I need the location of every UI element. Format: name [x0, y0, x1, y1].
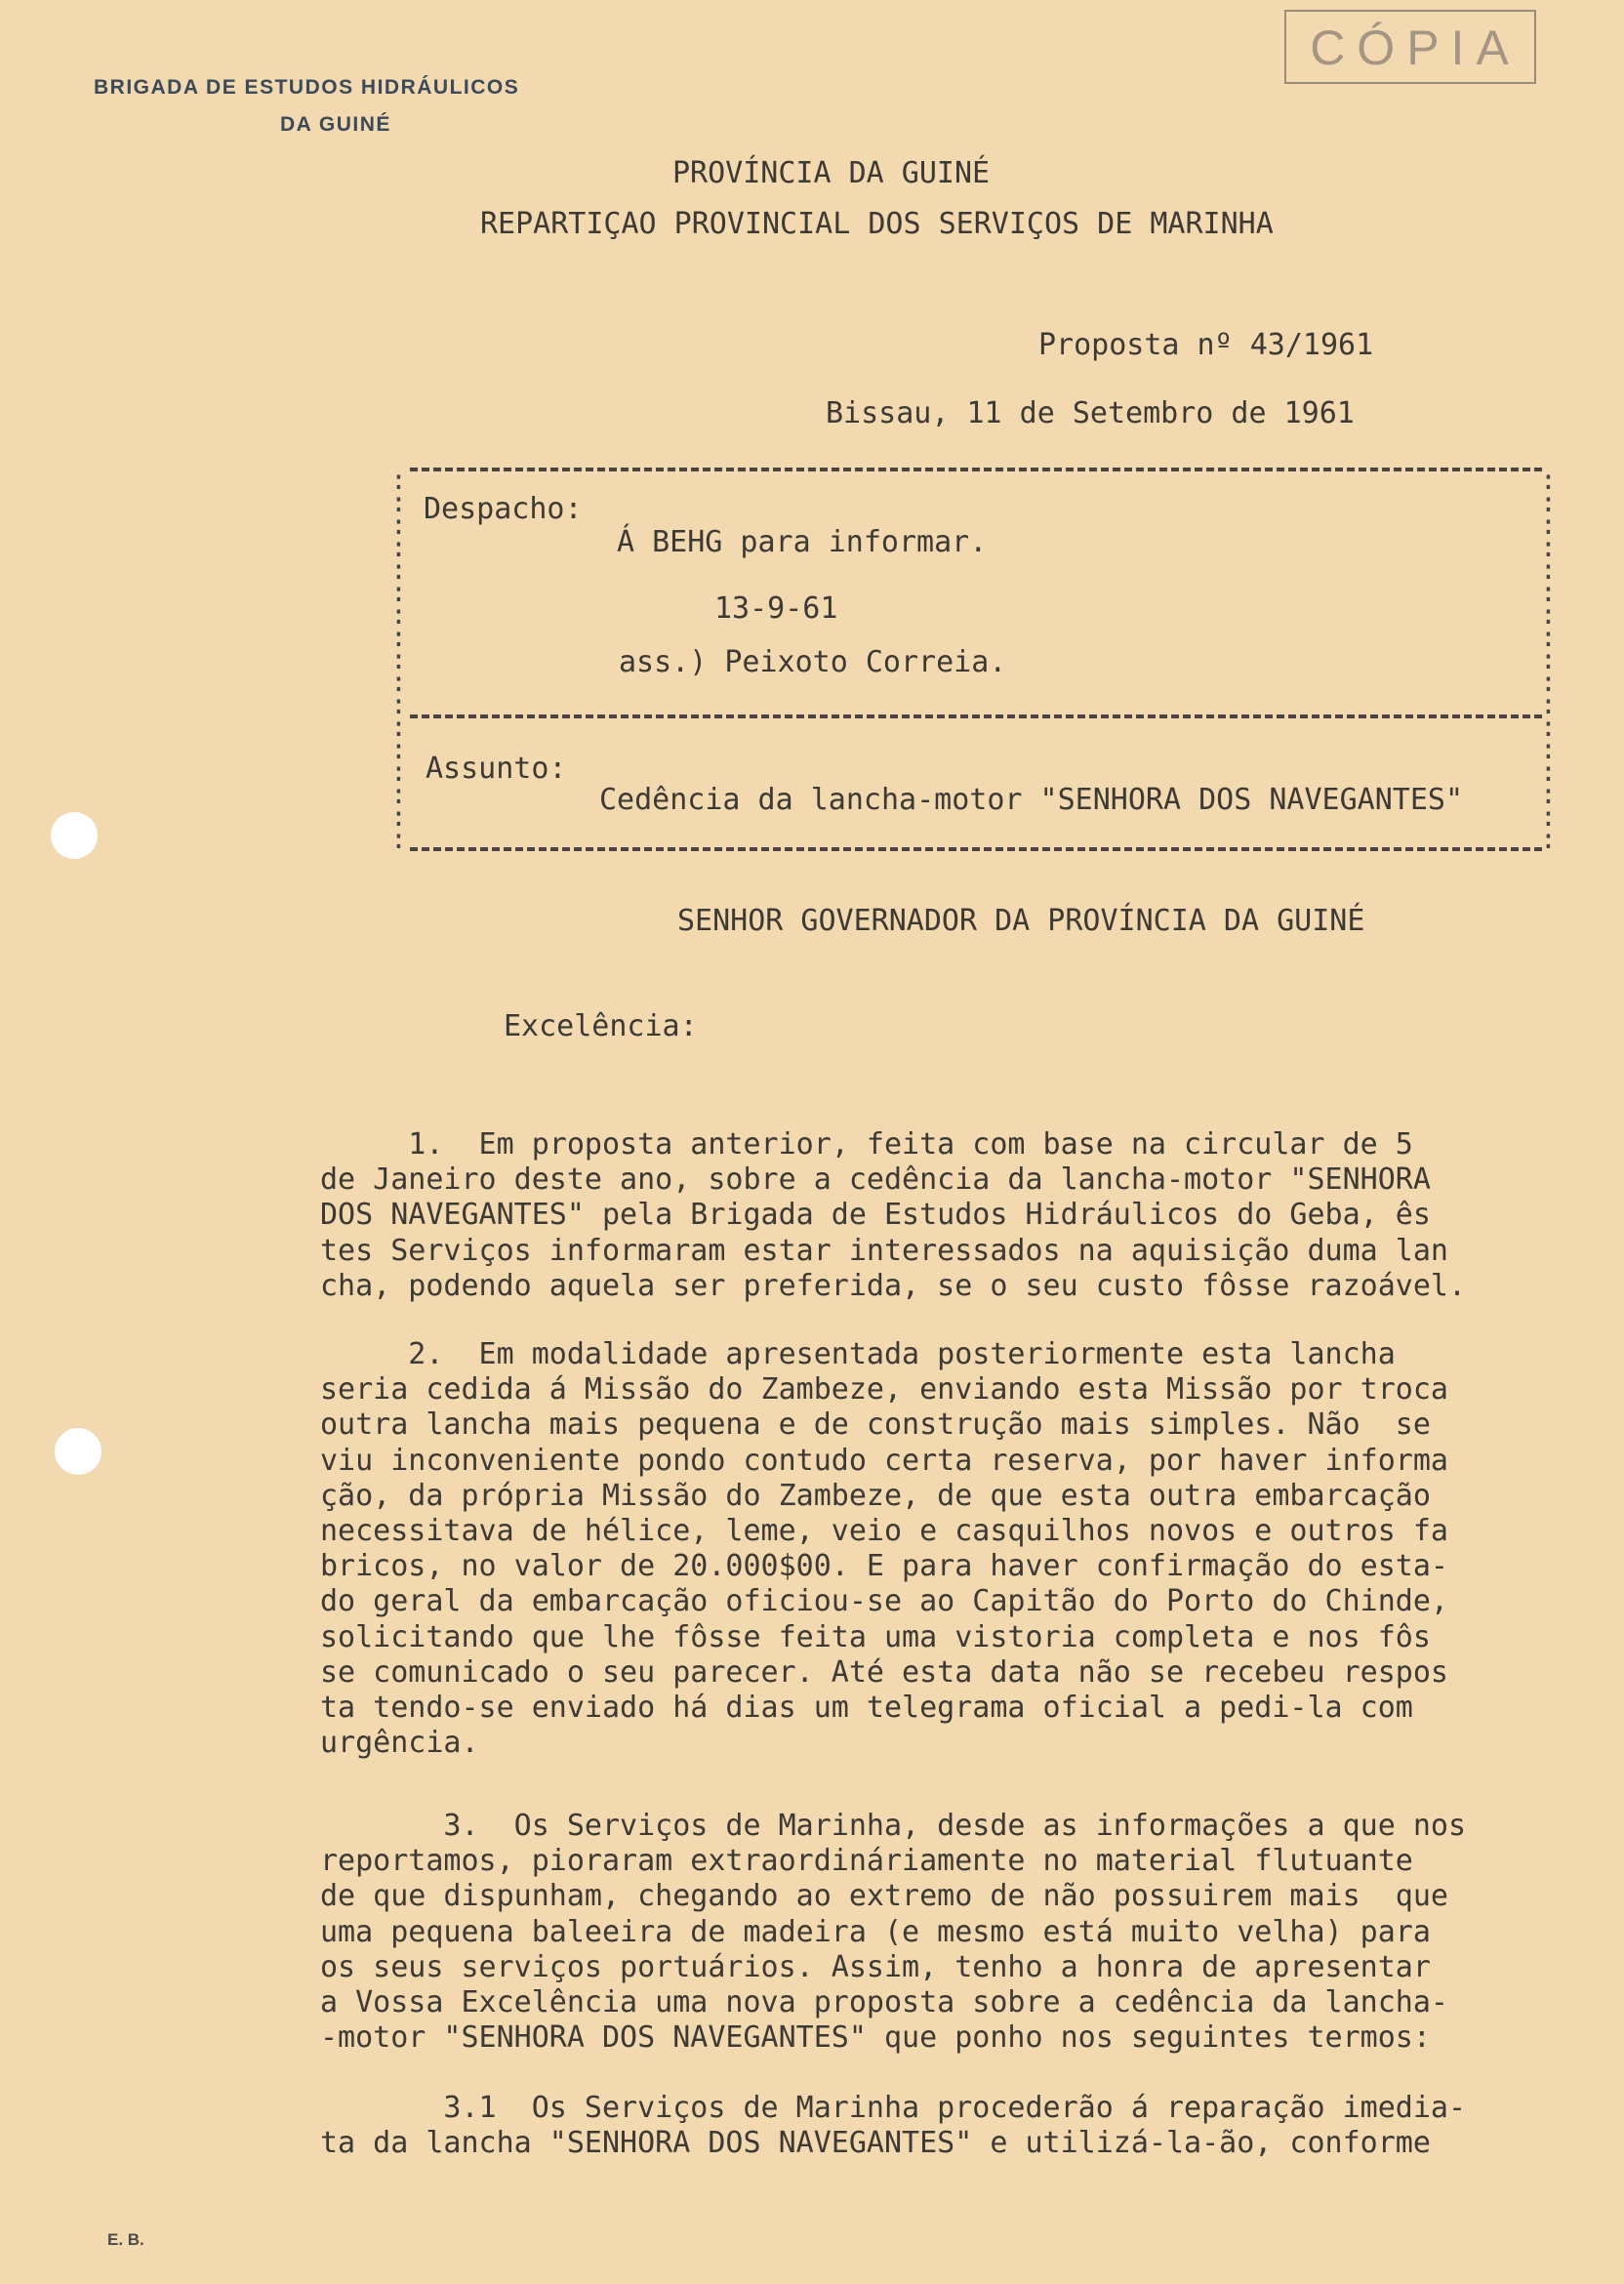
place-date: Bissau, 11 de Setembro de 1961 — [826, 396, 1355, 430]
paragraph-line: seria cedida á Missão do Zambeze, enviando esta Missão por troca — [320, 1372, 1448, 1407]
paragraph-line: do geral da embarcação oficiou-se ao Capitão do Porto do Chinde, — [320, 1584, 1448, 1619]
paragraph-line: se comunicado o seu parecer. Até esta data não se recebeu respos — [320, 1654, 1448, 1690]
proposal-number: Proposta nº 43/1961 — [1038, 328, 1374, 362]
paragraph-line: ção, da própria Missão do Zambeze, de que esta outra embarcação — [320, 1478, 1431, 1513]
despacho-date: 13-9-61 — [714, 591, 838, 626]
paragraph-line: urgência. — [320, 1726, 479, 1761]
paragraph-3-1 — [320, 2091, 1589, 2161]
binder-hole-bottom — [55, 1428, 102, 1475]
salutation: Excelência: — [504, 1009, 698, 1043]
assunto-text: Cedência da lancha-motor "SENHORA DOS NAVEGANTES" — [599, 783, 1464, 817]
paragraph-line: tes Serviços informaram estar interessados na aquisição duma lan — [320, 1233, 1448, 1268]
paragraph-line: ta da lancha "SENHORA DOS NAVEGANTES" e utilizá-la-ão, conforme — [320, 2126, 1431, 2161]
paragraph-line: uma pequena baleeira de madeira (e mesmo está muito velha) para — [320, 1914, 1431, 1949]
addressee: SENHOR GOVERNADOR DA PROVÍNCIA DA GUINÉ — [677, 904, 1365, 938]
paragraph-line: os seus serviços portuários. Assim, tenho a honra de apresentar — [320, 1949, 1431, 1984]
paragraph-line: -motor "SENHORA DOS NAVEGANTES" que ponho nos seguintes termos: — [320, 2020, 1431, 2056]
paragraph-line: necessitava de hélice, leme, veio e casquilhos novos e outros fa — [320, 1514, 1448, 1549]
paragraph-line: bricos, no valor de 20.000$00. E para haver confirmação do esta- — [320, 1549, 1448, 1584]
box-right-dotted-border: : : : : : : : : : : : : : : : : : — [1540, 464, 1557, 855]
paragraph-1 — [320, 1127, 1589, 1304]
heading-department: REPARTIÇAO PROVINCIAL DOS SERVIÇOS DE MARINHA — [480, 207, 1274, 241]
despacho-signature: ass.) Peixoto Correia. — [619, 645, 1007, 679]
paragraph-line: outra lancha mais pequena e de construção mais simples. Não se — [320, 1407, 1431, 1443]
paragraph-line: 3.1 Os Serviços de Marinha procederão á reparação imedia- — [320, 2091, 1466, 2125]
box-left-dotted-border: : : : : : : : : : : : : : : : : : — [390, 464, 407, 855]
paragraph-line: a Vossa Excelência uma nova proposta sobre a cedência da lancha- — [320, 1985, 1448, 2020]
letterhead-line1: BRIGADA DE ESTUDOS HIDRÁULICOS — [94, 76, 520, 99]
paragraph-2 — [320, 1337, 1589, 1761]
paragraph-line: 3. Os Serviços de Marinha, desde as informações a que nos — [320, 1809, 1466, 1843]
footer-initials: E. B. — [107, 2230, 144, 2249]
paragraph-line: solicitando que lhe fôsse feita uma vistoria completa e nos fôs — [320, 1619, 1431, 1654]
paragraph-line: de que dispunham, chegando ao extremo de não possuirem mais que — [320, 1879, 1448, 1914]
letterhead-line2: DA GUINÉ — [280, 113, 391, 136]
paragraph-line: 2. Em modalidade apresentada posteriormente esta lancha — [320, 1337, 1396, 1371]
box-top-rule — [410, 468, 1542, 471]
assunto-label: Assunto: — [426, 752, 567, 786]
paragraph-line: 1. Em proposta anterior, feita com base na circular de 5 — [320, 1127, 1413, 1162]
paragraph-line: de Janeiro deste ano, sobre a cedência da lancha-motor "SENHORA — [320, 1162, 1431, 1198]
despacho-text: Á BEHG para informar. — [617, 525, 988, 559]
paragraph-line: reportamos, pioraram extraordináriamente no material flutuante — [320, 1844, 1413, 1879]
copia-stamp: CÓPIA — [1284, 10, 1536, 84]
paragraph-3 — [320, 1809, 1589, 2056]
paragraph-line: cha, podendo aquela ser preferida, se o seu custo fôsse razoável. — [320, 1268, 1466, 1303]
paragraph-line: ta tendo-se enviado há dias um telegrama oficial a pedi-la com — [320, 1691, 1413, 1726]
heading-province: PROVÍNCIA DA GUINÉ — [672, 156, 991, 190]
box-middle-rule — [410, 714, 1542, 718]
box-bottom-rule — [410, 847, 1542, 851]
paragraph-line: viu inconveniente pondo contudo certa reserva, por haver informa — [320, 1443, 1448, 1478]
binder-hole-top — [51, 812, 98, 859]
despacho-label: Despacho: — [424, 492, 583, 526]
paragraph-line: DOS NAVEGANTES" pela Brigada de Estudos Hidráulicos do Geba, ês — [320, 1198, 1431, 1233]
